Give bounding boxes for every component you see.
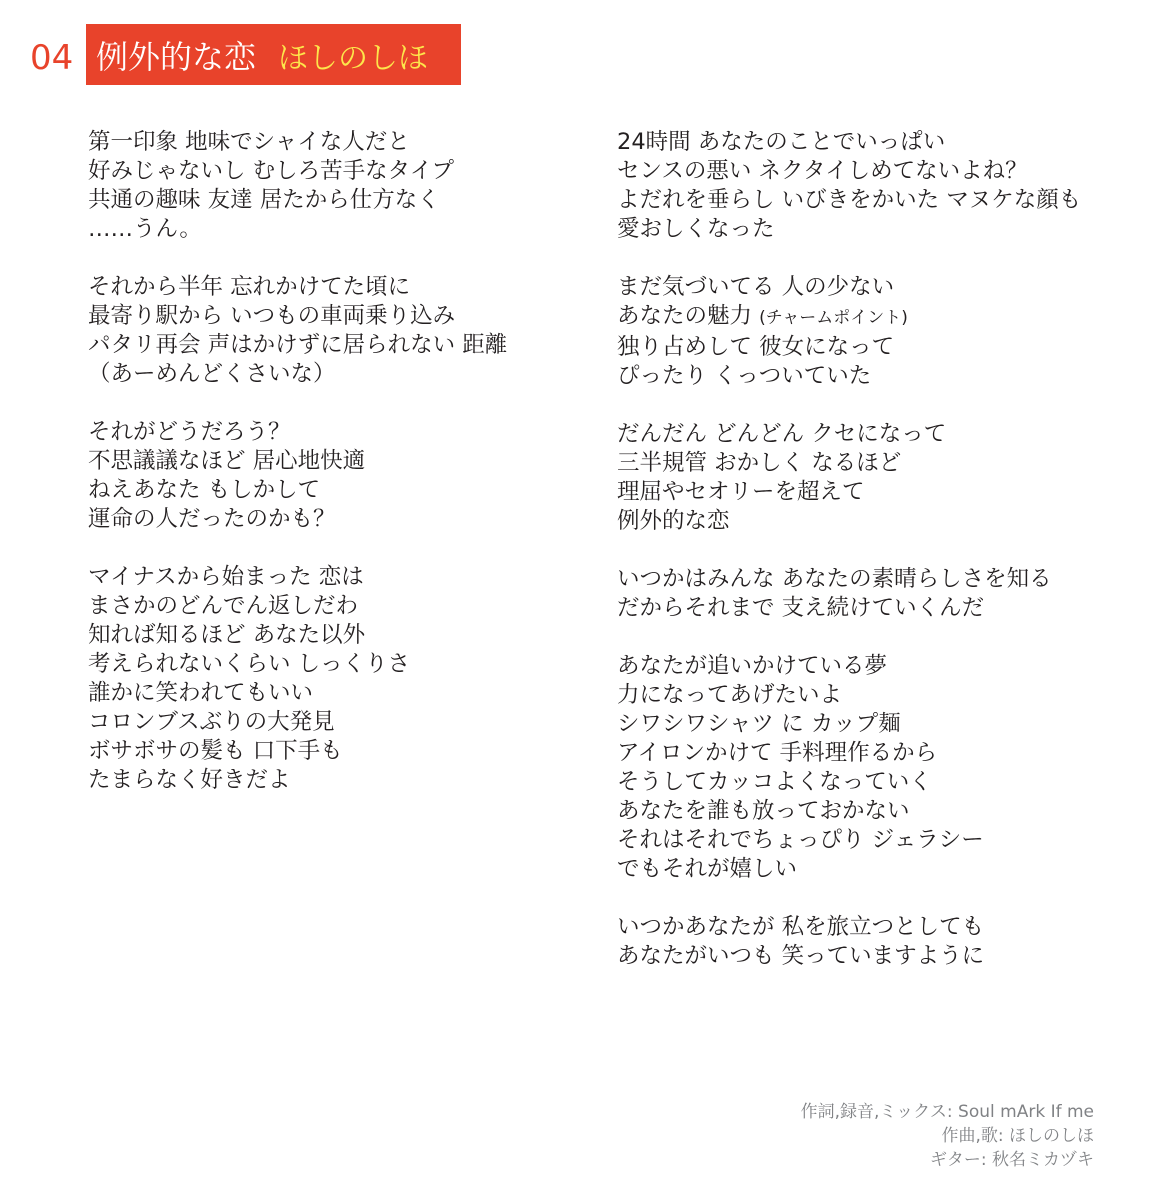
lyric-line: 第一印象 地味でシャイな人だと [88,129,410,155]
lyric-line: アイロンかけて 手料理作るから [617,740,938,766]
lyric-line: センスの悪い ネクタイしめてないよね？ [617,158,1028,184]
lyric-line: 運命の人だったのかも？ [88,506,336,532]
lyric-line: ……うん。 [88,216,202,242]
lyric-line: コロンブスぶりの大発見 [88,709,335,735]
stanza [617,273,1117,391]
lyric-line: よだれを垂らし いびきをかいた マヌケな顔も [617,187,1082,213]
lyric-line: それがどうだろう？ [88,419,291,445]
ruby-note: (チャームポイント) [759,308,908,328]
lyric-line: 不思議議なほど 居心地快適 [88,448,366,474]
credit-lyrics-recording-mix: 作詞,録音,ミックス: Soul mArk If me [800,1102,1094,1122]
song-title: 例外的な恋 [96,37,257,76]
lyric-line: ねえあなた もしかして [88,477,321,503]
lyric-line: あなたを誰も放っておかない [617,798,910,824]
lyric-line: ボサボサの髪も 口下手も [88,738,343,764]
lyric-line: 好みじゃないし むしろ苦手なタイプ [88,158,455,184]
lyric-line: あなたが追いかけている夢 [617,653,888,679]
lyric-line: パタリ再会 声はかけずに居られない 距離 [88,332,508,358]
lyric-line: でもそれが嬉しい [617,856,798,882]
lyric-line: （あーめんどくさいな） [88,361,336,387]
lyric-line: あなたがいつも 笑っていますように [617,943,985,969]
stanza [88,128,588,244]
lyric-line: それから半年 忘れかけてた頃に [88,274,411,300]
lyric-line: シワシワシャツ に カップ麺 [617,711,901,737]
artist-name: ほしのしほ [278,40,429,76]
stanza [88,418,588,534]
lyric-line: 最寄り駅から いつもの車両乗り込み [88,303,456,329]
lyric-line: いつかあなたが 私を旅立つとしても [617,914,985,940]
lyric-line: まだ気づいてる 人の少ない [617,274,895,300]
track-number: 04 [30,38,74,78]
stanza [617,565,1117,623]
lyric-line: たまらなく好きだよ [88,767,291,793]
lyric-line: マイナスから始まった 恋は [88,564,364,590]
lyric-line: 考えられないくらい しっくりさ [88,651,411,677]
lyrics-right-column [617,128,1117,1000]
lyric-line: 独り占めして 彼女になって [617,334,895,360]
stanza [617,128,1117,244]
lyric-line: まさかのどんでん返しだわ [88,593,359,619]
stanza [88,563,588,795]
lyric-line: 力になってあげたいよ [617,682,843,708]
lyric-line-with-ruby [617,302,1117,333]
lyric-line: 例外的な恋 [617,508,730,534]
lyric-line: 誰かに笑われてもいい [88,680,314,706]
lyric-line: 共通の趣味 友達 居たから仕方なく [88,187,440,213]
lyric-line: それはそれでちょっぴり ジェラシー [617,827,984,853]
credit-composition-vocals: 作曲,歌: ほしのしほ [941,1126,1094,1146]
stanza [617,913,1117,971]
lyric-line: いつかはみんな あなたの素晴らしさを知る [617,566,1052,592]
lyric-line: そうしてカッコよくなっていく [617,769,932,795]
lyric-line: 三半規管 おかしく なるほど [617,450,902,476]
lyrics-left-column [88,128,588,824]
lyric-line: 愛おしくなった [617,216,775,242]
lyric-line: 24時間 あなたのことでいっぱい [617,129,946,155]
lyric-text: あなたの魅力 [617,303,753,329]
credits [801,1100,1094,1172]
stanza [88,273,588,389]
lyric-line: 理屈やセオリーを超えて [617,479,865,505]
title-banner [86,24,461,85]
lyric-line: 知れば知るほど あなた以外 [88,622,366,648]
lyric-line: だからそれまで 支え続けていくんだ [617,595,985,621]
lyric-line: だんだん どんどん クセになって [617,421,947,447]
stanza [617,420,1117,536]
stanza [617,652,1117,884]
credit-guitar: ギター: 秋名ミカヅキ [930,1150,1094,1170]
lyric-line: ぴったり くっついていた [617,363,872,389]
